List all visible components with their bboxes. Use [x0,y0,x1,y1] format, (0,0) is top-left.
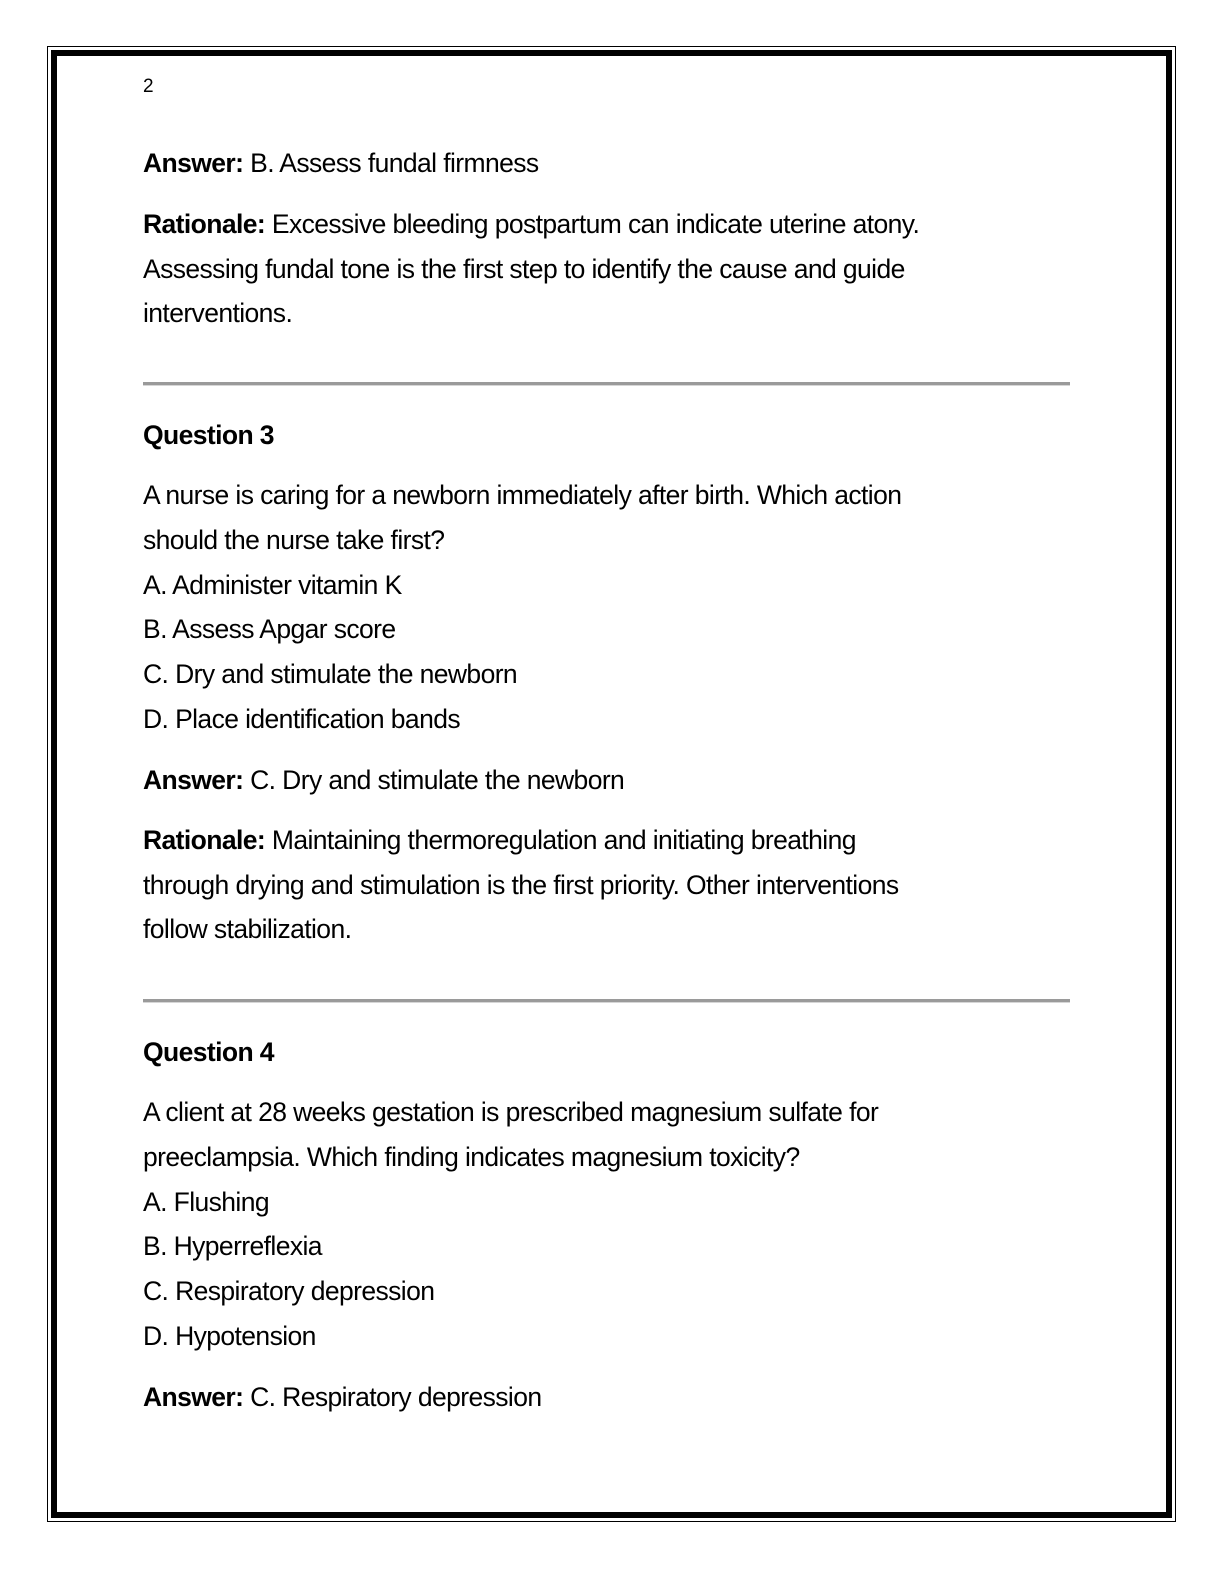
q3-rationale-line-3: follow stabilization. [143,914,352,944]
q3-option-c: C. Dry and stimulate the newborn [143,659,518,689]
q2-rationale-line-1 [143,209,919,239]
rationale-label: Rationale: [143,825,266,855]
page-number: 2 [143,76,154,97]
q4-option-b: B. Hyperreflexia [143,1231,322,1261]
q3-rationale-line-1 [143,825,856,855]
answer-label: Answer: [143,1382,244,1412]
question-4-title: Question 4 [143,1037,274,1067]
section-divider [143,999,1070,1003]
q3-option-a: A. Administer vitamin K [143,570,402,600]
q4-stem-line-2: preeclampsia. Which finding indicates magnesium toxicity? [143,1142,800,1172]
q3-option-d: D. Place identification bands [143,704,460,734]
q2-rationale-line-2: Assessing fundal tone is the first step to identify the cause and guide [143,254,905,284]
answer-label: Answer: [143,148,244,178]
q3-answer [143,765,624,795]
rationale-label: Rationale: [143,209,266,239]
answer-text: C. Dry and stimulate the newborn [243,765,625,795]
rationale-text: Excessive bleeding postpartum can indicate uterine atony. [265,209,920,239]
q3-option-b: B. Assess Apgar score [143,614,396,644]
answer-text: B. Assess fundal firmness [243,148,539,178]
q2-rationale-line-3: interventions. [143,298,293,328]
q3-stem-line-2: should the nurse take first? [143,525,445,555]
q4-option-a: A. Flushing [143,1187,269,1217]
q4-option-c: C. Respiratory depression [143,1276,435,1306]
answer-text: C. Respiratory depression [243,1382,542,1412]
answer-label: Answer: [143,765,244,795]
q3-rationale-line-2: through drying and stimulation is the first priority. Other interventions [143,870,899,900]
question-3-title: Question 3 [143,420,274,450]
section-divider [143,382,1070,386]
q4-stem-line-1: A client at 28 weeks gestation is prescribed magnesium sulfate for [143,1097,879,1127]
q4-option-d: D. Hypotension [143,1321,316,1351]
rationale-text: Maintaining thermoregulation and initiating breathing [265,825,856,855]
q2-answer [143,148,539,178]
q4-answer [143,1382,541,1412]
q3-stem-line-1: A nurse is caring for a newborn immediately after birth. Which action [143,480,902,510]
